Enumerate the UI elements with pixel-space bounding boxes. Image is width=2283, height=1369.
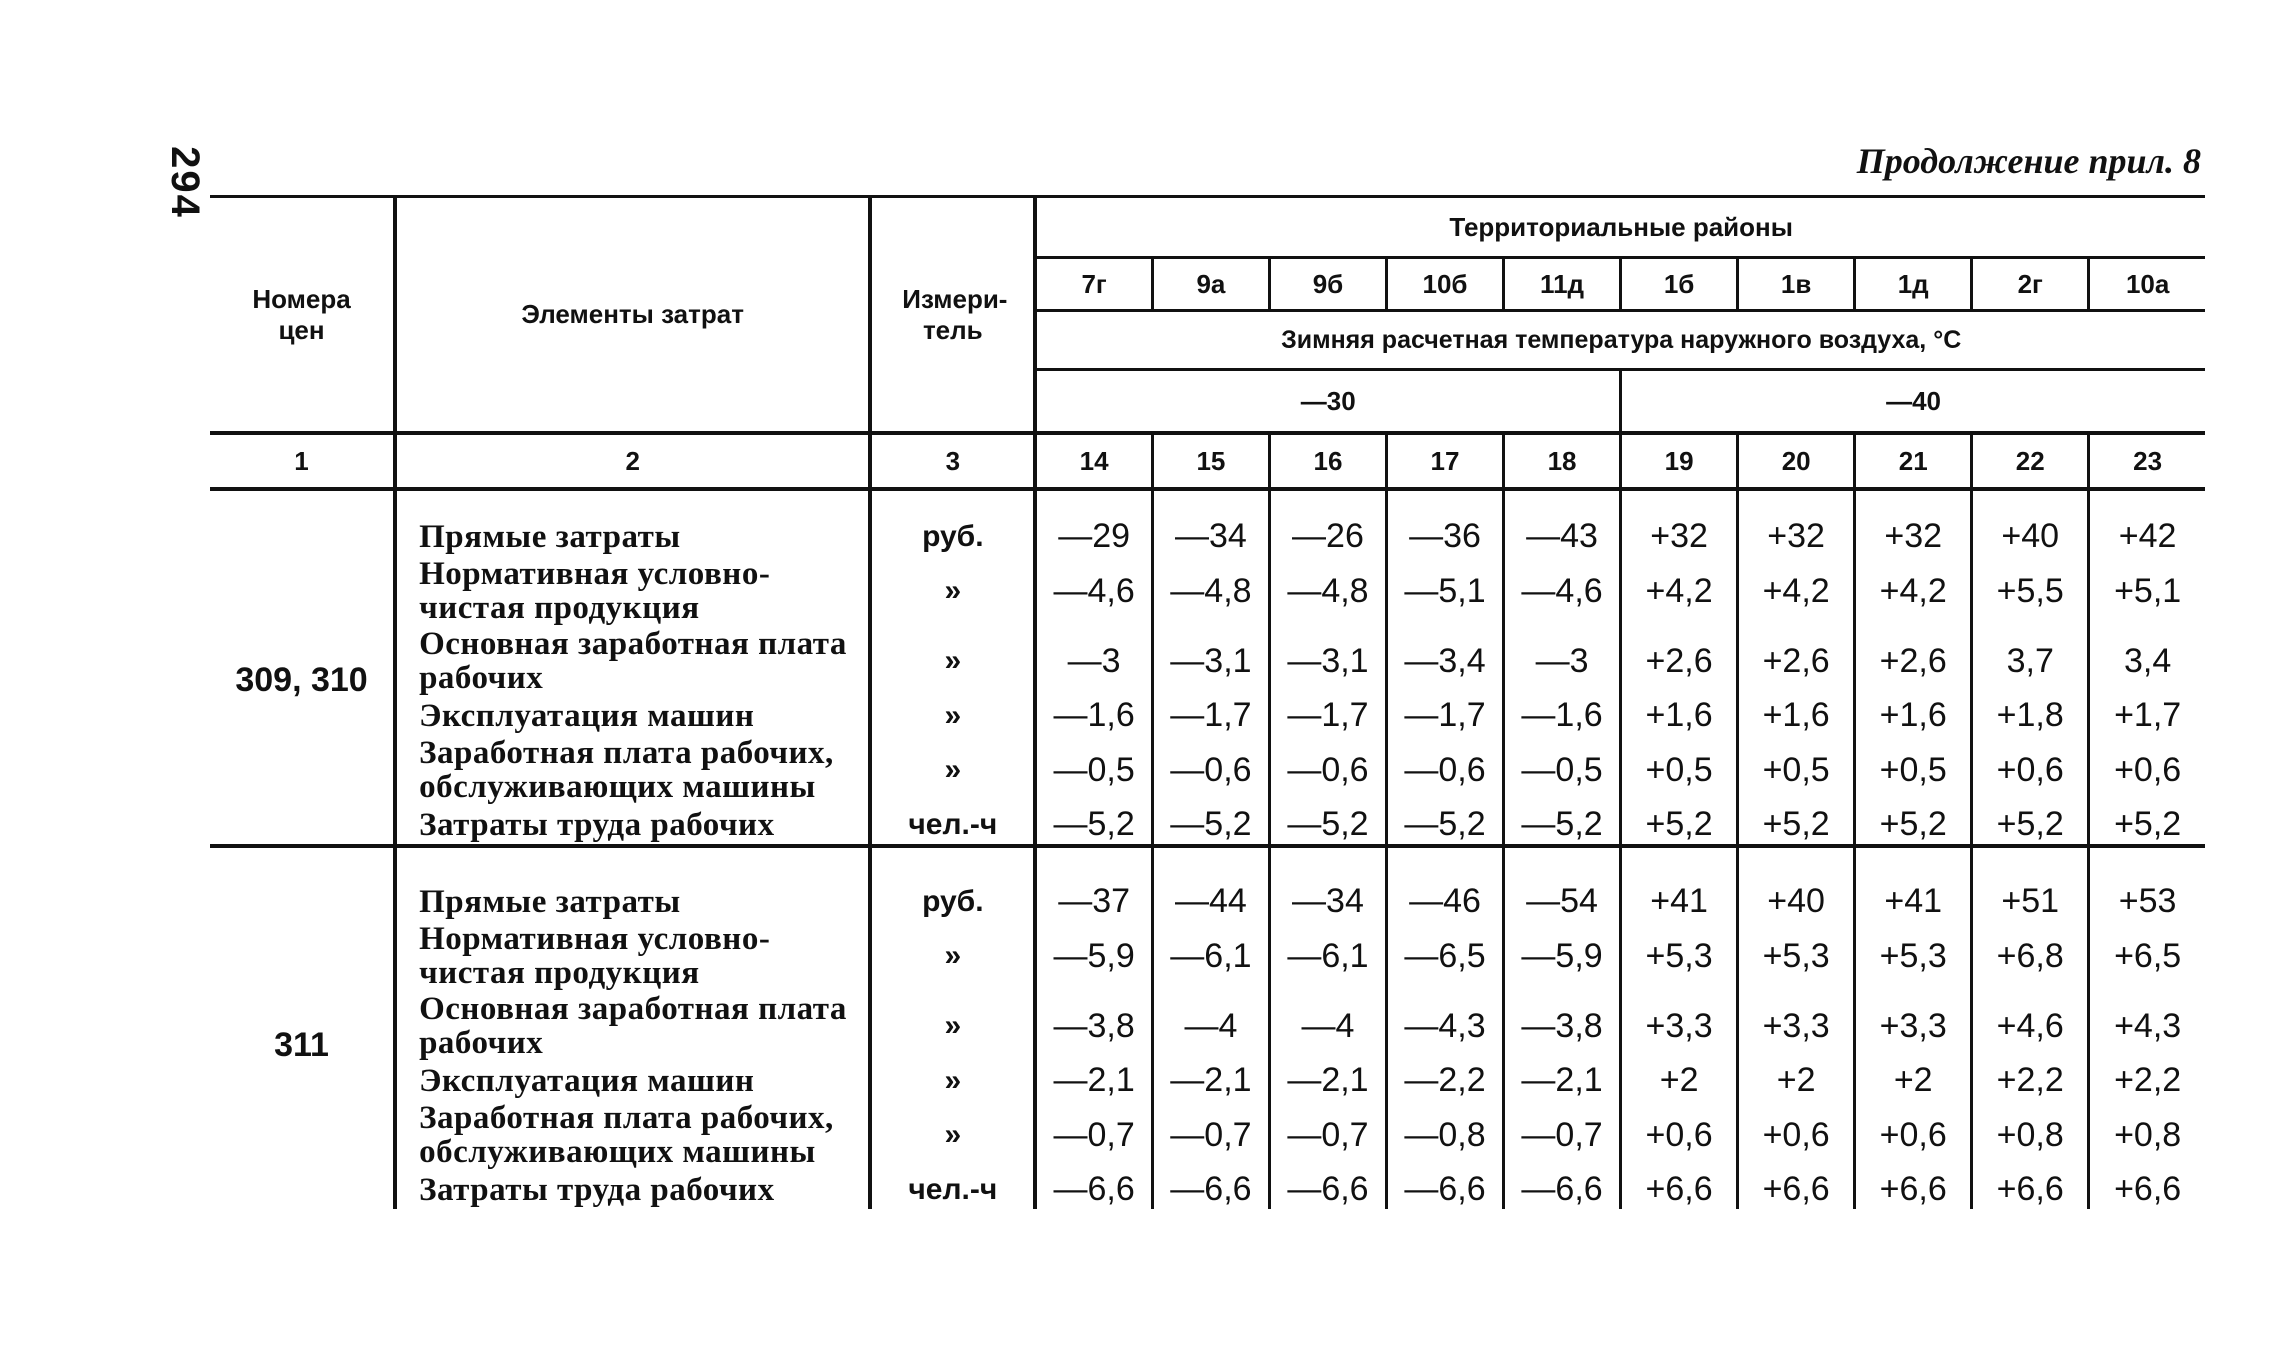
value-cell: +51 (1972, 882, 2089, 921)
column-number: 1 (210, 433, 395, 489)
column-number: 21 (1855, 433, 1972, 489)
unit: руб. (870, 517, 1035, 556)
table-row (210, 882, 2205, 921)
value-cell: —2,1 (1152, 1061, 1269, 1100)
value-cell: +32 (1621, 517, 1738, 556)
value-cell: +32 (1738, 517, 1855, 556)
spacer-cell (395, 846, 870, 882)
value-cell: +1,7 (2089, 696, 2205, 735)
value-cell: —1,7 (1269, 696, 1386, 735)
cost-element: Основная заработная плата рабочих (395, 626, 870, 696)
temp-group-40: —40 (1621, 370, 2205, 434)
value-cell: +5,3 (1738, 921, 1855, 991)
value-cell: —5,2 (1386, 805, 1503, 846)
value-cell: +4,6 (1972, 991, 2089, 1061)
value-cell: +0,6 (2089, 735, 2205, 805)
value-cell: +3,3 (1855, 991, 1972, 1061)
value-cell: +32 (1855, 517, 1972, 556)
unit: » (870, 735, 1035, 805)
value-cell: +0,6 (1855, 1100, 1972, 1170)
value-cell: —6,6 (1386, 1170, 1503, 1209)
table-row (210, 805, 2205, 846)
spacer-cell (1152, 489, 1269, 517)
value-cell: —6,6 (1269, 1170, 1386, 1209)
value-cell: —4,8 (1152, 556, 1269, 626)
spacer-cell (1738, 489, 1855, 517)
value-cell: +2 (1621, 1061, 1738, 1100)
value-cell: +4,2 (1855, 556, 1972, 626)
value-cell: +6,8 (1972, 921, 2089, 991)
value-cell: —1,6 (1035, 696, 1152, 735)
value-cell: +6,5 (2089, 921, 2205, 991)
value-cell: —3,8 (1035, 991, 1152, 1061)
spacer-cell (1972, 489, 2089, 517)
cost-element: Заработная плата рабочих, обслуживающих машины (395, 1100, 870, 1170)
table-body (210, 489, 2205, 1209)
table-row (210, 556, 2205, 626)
unit: » (870, 556, 1035, 626)
region-header: 10б (1386, 258, 1503, 311)
value-cell: +4,2 (1621, 556, 1738, 626)
value-cell: +5,2 (2089, 805, 2205, 846)
unit: » (870, 991, 1035, 1061)
value-cell: +5,2 (1621, 805, 1738, 846)
spacer-cell (870, 846, 1035, 882)
value-cell: —4,8 (1269, 556, 1386, 626)
unit: руб. (870, 882, 1035, 921)
winter-temp-header: Зимняя расчетная температура наружного воздуха, °С (1035, 311, 2205, 370)
table-row (210, 921, 2205, 991)
spacer-cell (1738, 846, 1855, 882)
value-cell: —4,3 (1386, 991, 1503, 1061)
unit: » (870, 1100, 1035, 1170)
table-row (210, 1100, 2205, 1170)
spacer-cell (1269, 489, 1386, 517)
value-cell: +5,3 (1855, 921, 1972, 991)
spacer-cell (1855, 489, 1972, 517)
value-cell: —0,5 (1035, 735, 1152, 805)
value-cell: +41 (1621, 882, 1738, 921)
value-cell: —29 (1035, 517, 1152, 556)
value-cell: +0,5 (1855, 735, 1972, 805)
value-cell: —34 (1152, 517, 1269, 556)
col-elements: Элементы затрат (395, 197, 870, 434)
cost-adjustment-table (210, 195, 2205, 1209)
value-cell: —0,7 (1035, 1100, 1152, 1170)
value-cell: —5,1 (1386, 556, 1503, 626)
value-cell: +0,5 (1738, 735, 1855, 805)
value-cell: —6,6 (1152, 1170, 1269, 1209)
value-cell: —43 (1504, 517, 1621, 556)
value-cell: +5,5 (1972, 556, 2089, 626)
value-cell: —0,8 (1386, 1100, 1503, 1170)
value-cell: —3,1 (1152, 626, 1269, 696)
value-cell: —6,6 (1504, 1170, 1621, 1209)
table-row (210, 735, 2205, 805)
cost-element: Эксплуатация машин (395, 696, 870, 735)
value-cell: +6,6 (1972, 1170, 2089, 1209)
region-header: 9а (1152, 258, 1269, 311)
spacer-cell (1504, 489, 1621, 517)
value-cell: —1,7 (1152, 696, 1269, 735)
value-cell: +6,6 (1621, 1170, 1738, 1209)
value-cell: +5,2 (1972, 805, 2089, 846)
value-cell: —4,6 (1035, 556, 1152, 626)
region-header: 9б (1269, 258, 1386, 311)
value-cell: +3,3 (1738, 991, 1855, 1061)
value-cell: —5,9 (1504, 921, 1621, 991)
cost-element: Заработная плата рабочих, обслуживающих машины (395, 735, 870, 805)
column-number: 15 (1152, 433, 1269, 489)
column-number: 16 (1269, 433, 1386, 489)
cost-element: Затраты труда рабочих (395, 805, 870, 846)
value-cell: +2 (1738, 1061, 1855, 1100)
value-cell: +0,8 (1972, 1100, 2089, 1170)
unit: » (870, 1061, 1035, 1100)
column-number: 14 (1035, 433, 1152, 489)
value-cell: —3,4 (1386, 626, 1503, 696)
column-number: 2 (395, 433, 870, 489)
value-cell: +40 (1972, 517, 2089, 556)
value-cell: —54 (1504, 882, 1621, 921)
cost-element: Прямые затраты (395, 517, 870, 556)
value-cell: +53 (2089, 882, 2205, 921)
value-cell: —4,6 (1504, 556, 1621, 626)
value-cell: —0,7 (1269, 1100, 1386, 1170)
value-cell: —4 (1269, 991, 1386, 1061)
unit: чел.-ч (870, 805, 1035, 846)
value-cell: —3 (1504, 626, 1621, 696)
spacer-cell (1855, 846, 1972, 882)
spacer-cell (1386, 846, 1503, 882)
column-number: 23 (2089, 433, 2205, 489)
value-cell: +4,2 (1738, 556, 1855, 626)
value-cell: —36 (1386, 517, 1503, 556)
spacer-cell (1386, 489, 1503, 517)
value-cell: +5,1 (2089, 556, 2205, 626)
value-cell: +2,2 (2089, 1061, 2205, 1100)
unit: » (870, 696, 1035, 735)
value-cell: +42 (2089, 517, 2205, 556)
value-cell: —2,1 (1504, 1061, 1621, 1100)
value-cell: +2,6 (1621, 626, 1738, 696)
value-cell: —3 (1035, 626, 1152, 696)
col-price-numbers: Номера цен (210, 197, 395, 434)
value-cell: —34 (1269, 882, 1386, 921)
value-cell: —37 (1035, 882, 1152, 921)
price-numbers: 311 (274, 1026, 329, 1064)
value-cell: —0,6 (1386, 735, 1503, 805)
value-cell: +40 (1738, 882, 1855, 921)
region-header: 1в (1738, 258, 1855, 311)
table-row (210, 696, 2205, 735)
value-cell: +5,2 (1738, 805, 1855, 846)
value-cell: +4,3 (2089, 991, 2205, 1061)
cost-element: Основная заработная плата рабочих (395, 991, 870, 1061)
table-row (210, 1170, 2205, 1209)
value-cell: +1,6 (1621, 696, 1738, 735)
unit: » (870, 921, 1035, 991)
cost-element: Нормативная условно-чистая продукция (395, 556, 870, 626)
value-cell: —0,5 (1504, 735, 1621, 805)
value-cell: +1,6 (1855, 696, 1972, 735)
region-header: 10а (2089, 258, 2205, 311)
value-cell: —1,6 (1504, 696, 1621, 735)
spacer-cell (210, 489, 395, 517)
spacer-cell (1269, 846, 1386, 882)
value-cell: —6,1 (1269, 921, 1386, 991)
value-cell: +1,8 (1972, 696, 2089, 735)
cost-element: Прямые затраты (395, 882, 870, 921)
value-cell: —0,7 (1152, 1100, 1269, 1170)
spacer-cell (870, 489, 1035, 517)
value-cell: +0,6 (1621, 1100, 1738, 1170)
value-cell: +0,6 (1738, 1100, 1855, 1170)
spacer-cell (2089, 846, 2205, 882)
value-cell: +5,2 (1855, 805, 1972, 846)
value-cell: —1,7 (1386, 696, 1503, 735)
unit: » (870, 626, 1035, 696)
value-cell: —6,5 (1386, 921, 1503, 991)
cost-element: Затраты труда рабочих (395, 1170, 870, 1209)
table-row (210, 626, 2205, 696)
region-header: 1д (1855, 258, 1972, 311)
table-row (210, 991, 2205, 1061)
value-cell: —4 (1152, 991, 1269, 1061)
value-cell: —0,6 (1269, 735, 1386, 805)
value-cell: +6,6 (1738, 1170, 1855, 1209)
value-cell: 3,4 (2089, 626, 2205, 696)
value-cell: +5,3 (1621, 921, 1738, 991)
column-number: 20 (1738, 433, 1855, 489)
appendix-caption: Продолжение прил. 8 (1856, 141, 2201, 181)
value-cell: —2,1 (1269, 1061, 1386, 1100)
column-number: 3 (870, 433, 1035, 489)
value-cell: +6,6 (2089, 1170, 2205, 1209)
cost-element: Нормативная условно-чистая продукция (395, 921, 870, 991)
cost-element: Эксплуатация машин (395, 1061, 870, 1100)
value-cell: +0,5 (1621, 735, 1738, 805)
value-cell: —6,6 (1035, 1170, 1152, 1209)
region-header: 11д (1504, 258, 1621, 311)
spacer-cell (210, 846, 395, 882)
value-cell: +0,8 (2089, 1100, 2205, 1170)
temp-group-30: —30 (1035, 370, 1620, 434)
value-cell: +6,6 (1855, 1170, 1972, 1209)
value-cell: +2,6 (1738, 626, 1855, 696)
table-row (210, 1061, 2205, 1100)
spacer-cell (1035, 846, 1152, 882)
table-row (210, 517, 2205, 556)
value-cell: —5,2 (1152, 805, 1269, 846)
value-cell: —26 (1269, 517, 1386, 556)
value-cell: +2 (1855, 1061, 1972, 1100)
value-cell: —3,1 (1269, 626, 1386, 696)
value-cell: —5,2 (1504, 805, 1621, 846)
region-header: 1б (1621, 258, 1738, 311)
value-cell: +3,3 (1621, 991, 1738, 1061)
price-numbers: 309, 310 (235, 661, 368, 699)
value-cell: —0,6 (1152, 735, 1269, 805)
value-cell: +0,6 (1972, 735, 2089, 805)
spacer-cell (1504, 846, 1621, 882)
spacer-cell (1621, 846, 1738, 882)
spacer-cell (2089, 489, 2205, 517)
value-cell: —2,1 (1035, 1061, 1152, 1100)
column-number: 19 (1621, 433, 1738, 489)
region-header: 7г (1035, 258, 1152, 311)
value-cell: —2,2 (1386, 1061, 1503, 1100)
value-cell: +1,6 (1738, 696, 1855, 735)
spacer-cell (1035, 489, 1152, 517)
value-cell: 3,7 (1972, 626, 2089, 696)
value-cell: —44 (1152, 882, 1269, 921)
value-cell: +41 (1855, 882, 1972, 921)
spacer-cell (1152, 846, 1269, 882)
column-number: 22 (1972, 433, 2089, 489)
spacer-cell (395, 489, 870, 517)
value-cell: +2,6 (1855, 626, 1972, 696)
region-header: 2г (1972, 258, 2089, 311)
column-number: 18 (1504, 433, 1621, 489)
page-number: 294 (162, 146, 207, 219)
value-cell: —3,8 (1504, 991, 1621, 1061)
col-unit: Измери-тель (870, 197, 1035, 434)
value-cell: —6,1 (1152, 921, 1269, 991)
value-cell: —5,9 (1035, 921, 1152, 991)
unit: чел.-ч (870, 1170, 1035, 1209)
value-cell: —5,2 (1035, 805, 1152, 846)
value-cell: —0,7 (1504, 1100, 1621, 1170)
column-numbers-row (210, 433, 2205, 489)
value-cell: —46 (1386, 882, 1503, 921)
column-number: 17 (1386, 433, 1503, 489)
value-cell: —5,2 (1269, 805, 1386, 846)
territorial-regions-header: Территориальные районы (1035, 197, 2205, 258)
spacer-cell (1621, 489, 1738, 517)
spacer-cell (1972, 846, 2089, 882)
value-cell: +2,2 (1972, 1061, 2089, 1100)
